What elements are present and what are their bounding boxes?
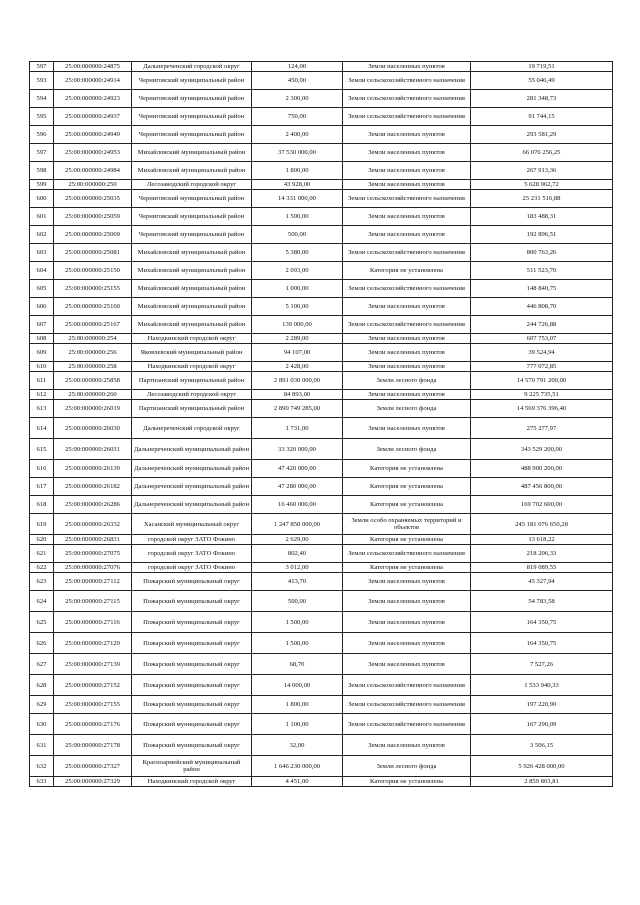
municipality-cell: Яковлевский муниципальный район: [132, 344, 252, 362]
table-row: [30, 280, 613, 298]
row-number-cell: 599: [30, 180, 54, 190]
area-cell: 47 420 000,00: [252, 460, 343, 478]
municipality-cell: Михайловский муниципальный район: [132, 144, 252, 162]
cadastral-number-cell: 25:00:000000:25160: [54, 298, 132, 316]
row-number-cell: 624: [30, 591, 54, 612]
row-number-cell: 626: [30, 633, 54, 654]
cadastral-value-cell: 244 726,88: [471, 316, 613, 334]
municipality-cell: Михайловский муниципальный район: [132, 244, 252, 262]
municipality-cell: Черниговский муниципальный район: [132, 226, 252, 244]
row-number-cell: 595: [30, 108, 54, 126]
area-cell: 37 530 000,00: [252, 144, 343, 162]
table-row: [30, 372, 613, 390]
row-number-cell: 611: [30, 372, 54, 390]
row-number-cell: 607: [30, 316, 54, 334]
row-number-cell: 614: [30, 418, 54, 439]
land-category-cell: Земли населенных пунктов: [343, 226, 471, 244]
row-number-cell: 628: [30, 675, 54, 696]
row-number-cell: 619: [30, 514, 54, 535]
table-row: [30, 675, 613, 696]
table-row: [30, 460, 613, 478]
area-cell: 1 500,00: [252, 612, 343, 633]
land-category-cell: Земли населенных пунктов: [343, 162, 471, 180]
area-cell: 750,00: [252, 108, 343, 126]
land-category-cell: Категория не установлена: [343, 535, 471, 545]
row-number-cell: 597: [30, 144, 54, 162]
cadastral-number-cell: 25:00:000000:27112: [54, 573, 132, 591]
cadastral-value-cell: 197 220,90: [471, 696, 613, 714]
municipality-cell: Пожарский муниципальный округ: [132, 591, 252, 612]
land-category-cell: Земли населенных пунктов: [343, 144, 471, 162]
cadastral-value-cell: 45 327,94: [471, 573, 613, 591]
area-cell: 4 451,00: [252, 777, 343, 787]
cadastral-value-cell: 487 456 800,00: [471, 478, 613, 496]
cadastral-value-cell: 183 488,31: [471, 208, 613, 226]
table-row: [30, 563, 613, 573]
cadastral-value-cell: 39 524,94: [471, 344, 613, 362]
table-row: [30, 400, 613, 418]
cadastral-value-cell: 218 206,33: [471, 545, 613, 563]
cadastral-value-cell: 607 753,07: [471, 334, 613, 344]
land-category-cell: Земли населенных пунктов: [343, 573, 471, 591]
cadastral-number-cell: 25:00:000000:25081: [54, 244, 132, 262]
area-cell: 1 800,00: [252, 162, 343, 180]
area-cell: 14 000,00: [252, 675, 343, 696]
table-row: [30, 226, 613, 244]
table-row: [30, 633, 613, 654]
table-row: [30, 344, 613, 362]
cadastral-value-cell: 14 569 376 396,40: [471, 400, 613, 418]
land-category-cell: Земли сельскохозяйственного назначения: [343, 244, 471, 262]
cadastral-value-cell: 5 926 428 000,00: [471, 756, 613, 777]
land-category-cell: Земли особо охраняемых территорий и объектов: [343, 514, 471, 535]
land-category-cell: Земли лесного фонда: [343, 439, 471, 460]
municipality-cell: Черниговский муниципальный район: [132, 72, 252, 90]
row-number-cell: 625: [30, 612, 54, 633]
cadastral-number-cell: 25:00:000000:250: [54, 180, 132, 190]
cadastral-number-cell: 25:00:000000:27327: [54, 756, 132, 777]
land-category-cell: Земли населенных пунктов: [343, 62, 471, 72]
cadastral-value-cell: 55 046,49: [471, 72, 613, 90]
area-cell: 16 460 000,00: [252, 496, 343, 514]
area-cell: 43 928,00: [252, 180, 343, 190]
cadastral-number-cell: 25:00:000000:24953: [54, 144, 132, 162]
municipality-cell: Михайловский муниципальный район: [132, 262, 252, 280]
area-cell: 2 428,00: [252, 362, 343, 372]
cadastral-value-cell: 819 089,55: [471, 563, 613, 573]
area-cell: 1 646 230 000,00: [252, 756, 343, 777]
row-number-cell: 612: [30, 390, 54, 400]
cadastral-value-cell: 245 181 076 650,28: [471, 514, 613, 535]
land-category-cell: Земли сельскохозяйственного назначения: [343, 545, 471, 563]
land-category-cell: Категория не установлена: [343, 262, 471, 280]
table-row: [30, 62, 613, 72]
land-category-cell: Земли лесного фонда: [343, 756, 471, 777]
cadastral-value-cell: 167 290,09: [471, 714, 613, 735]
cadastral-number-cell: 25:00:000000:26030: [54, 418, 132, 439]
cadastral-value-cell: 13 618,22: [471, 535, 613, 545]
land-category-cell: Земли населенных пунктов: [343, 298, 471, 316]
table-row: [30, 72, 613, 90]
area-cell: 1 000,00: [252, 280, 343, 298]
cadastral-number-cell: 25:00:000000:254: [54, 334, 132, 344]
table-row: [30, 514, 613, 535]
cadastral-value-cell: 511 523,70: [471, 262, 613, 280]
cadastral-number-cell: 25:00:000000:25069: [54, 226, 132, 244]
land-category-cell: Земли населенных пунктов: [343, 126, 471, 144]
area-cell: 1 800,00: [252, 696, 343, 714]
cadastral-number-cell: 25:00:000000:26019: [54, 400, 132, 418]
table-row: [30, 298, 613, 316]
municipality-cell: Партизанский муниципальный район: [132, 372, 252, 390]
cadastral-value-cell: 164 350,75: [471, 612, 613, 633]
municipality-cell: городской округ ЗАТО Фокино: [132, 563, 252, 573]
land-category-cell: Категория не установлена: [343, 563, 471, 573]
table-row: [30, 244, 613, 262]
cadastral-value-cell: 19 719,51: [471, 62, 613, 72]
row-number-cell: 618: [30, 496, 54, 514]
municipality-cell: городской округ ЗАТО Фокино: [132, 535, 252, 545]
area-cell: 1 500,00: [252, 208, 343, 226]
table-row: [30, 334, 613, 344]
cadastral-number-cell: 25:00:000000:24914: [54, 72, 132, 90]
cadastral-value-cell: 7 527,26: [471, 654, 613, 675]
table-body: [30, 62, 613, 787]
land-category-cell: Земли сельскохозяйственного назначения: [343, 72, 471, 90]
municipality-cell: Партизанский муниципальный район: [132, 400, 252, 418]
row-number-cell: 609: [30, 344, 54, 362]
municipality-cell: Пожарский муниципальный округ: [132, 633, 252, 654]
land-category-cell: Земли населенных пунктов: [343, 390, 471, 400]
cadastral-number-cell: 25:00:000000:27116: [54, 612, 132, 633]
cadastral-value-cell: 192 896,51: [471, 226, 613, 244]
row-number-cell: 604: [30, 262, 54, 280]
table-row: [30, 535, 613, 545]
land-category-cell: Земли лесного фонда: [343, 372, 471, 390]
municipality-cell: Черниговский муниципальный район: [132, 190, 252, 208]
area-cell: 2 300,00: [252, 90, 343, 108]
cadastral-value-cell: 281 348,73: [471, 90, 613, 108]
cadastral-number-cell: 25:00:000000:25155: [54, 280, 132, 298]
area-cell: 139 000,00: [252, 316, 343, 334]
table-row: [30, 390, 613, 400]
cadastral-value-cell: 14 570 791 200,00: [471, 372, 613, 390]
cadastral-number-cell: 25:00:000000:25035: [54, 190, 132, 208]
land-category-cell: Земли населенных пунктов: [343, 180, 471, 190]
land-category-cell: Категория не установлена: [343, 460, 471, 478]
land-category-cell: Земли населенных пунктов: [343, 362, 471, 372]
area-cell: 14 331 000,00: [252, 190, 343, 208]
land-category-cell: Земли населенных пунктов: [343, 654, 471, 675]
table-row: [30, 180, 613, 190]
table-row: [30, 714, 613, 735]
area-cell: 2 289,00: [252, 334, 343, 344]
land-category-cell: Земли населенных пунктов: [343, 344, 471, 362]
row-number-cell: 602: [30, 226, 54, 244]
municipality-cell: Пожарский муниципальный округ: [132, 654, 252, 675]
land-category-cell: Земли населенных пунктов: [343, 591, 471, 612]
row-number-cell: 606: [30, 298, 54, 316]
row-number-cell: 600: [30, 190, 54, 208]
land-category-cell: Категория не установлена: [343, 478, 471, 496]
row-number-cell: 610: [30, 362, 54, 372]
municipality-cell: Михайловский муниципальный район: [132, 298, 252, 316]
table-row: [30, 654, 613, 675]
cadastral-number-cell: 25:00:000000:260: [54, 390, 132, 400]
cadastral-value-cell: 91 744,15: [471, 108, 613, 126]
cadastral-value-cell: 293 581,29: [471, 126, 613, 144]
row-number-cell: 613: [30, 400, 54, 418]
cadastral-number-cell: 25:00:000000:27152: [54, 675, 132, 696]
land-category-cell: Земли сельскохозяйственного назначения: [343, 190, 471, 208]
municipality-cell: городской округ ЗАТО Фокино: [132, 545, 252, 563]
table-row: [30, 208, 613, 226]
municipality-cell: Дальнереченский муниципальный район: [132, 478, 252, 496]
municipality-cell: Пожарский муниципальный округ: [132, 714, 252, 735]
land-category-cell: Земли населенных пунктов: [343, 735, 471, 756]
table-row: [30, 696, 613, 714]
area-cell: 47 280 000,00: [252, 478, 343, 496]
area-cell: 413,70: [252, 573, 343, 591]
cadastral-number-cell: 25:00:000000:26139: [54, 460, 132, 478]
cadastral-value-cell: 1 533 940,33: [471, 675, 613, 696]
table-row: [30, 108, 613, 126]
row-number-cell: 597: [30, 62, 54, 72]
municipality-cell: Находкинский городской округ: [132, 362, 252, 372]
municipality-cell: Находкинский городской округ: [132, 334, 252, 344]
cadastral-number-cell: 25:00:000000:26031: [54, 439, 132, 460]
land-category-cell: Категория не установлена: [343, 777, 471, 787]
table-row: [30, 573, 613, 591]
table-row: [30, 496, 613, 514]
cadastral-number-cell: 25:00:000000:27155: [54, 696, 132, 714]
municipality-cell: Хасанский муниципальный округ: [132, 514, 252, 535]
table-row: [30, 612, 613, 633]
row-number-cell: 605: [30, 280, 54, 298]
table-row: [30, 262, 613, 280]
municipality-cell: Черниговский муниципальный район: [132, 90, 252, 108]
cadastral-value-cell: 169 702 600,00: [471, 496, 613, 514]
row-number-cell: 603: [30, 244, 54, 262]
area-cell: 2 890 749 285,00: [252, 400, 343, 418]
municipality-cell: Находкинский городской округ: [132, 777, 252, 787]
municipality-cell: Черниговский муниципальный район: [132, 126, 252, 144]
municipality-cell: Пожарский муниципальный округ: [132, 735, 252, 756]
area-cell: 5 380,00: [252, 244, 343, 262]
cadastral-number-cell: 25:00:000000:27176: [54, 714, 132, 735]
land-category-cell: Земли населенных пунктов: [343, 418, 471, 439]
area-cell: 500,00: [252, 226, 343, 244]
municipality-cell: Лесозаводский городской округ: [132, 390, 252, 400]
cadastral-number-cell: 25:00:000000:25150: [54, 262, 132, 280]
cadastral-number-cell: 25:00:000000:26831: [54, 535, 132, 545]
area-cell: 5 100,00: [252, 298, 343, 316]
cadastral-value-cell: 446 808,70: [471, 298, 613, 316]
row-number-cell: 633: [30, 777, 54, 787]
cadastral-number-cell: 25:00:000000:26182: [54, 478, 132, 496]
municipality-cell: Михайловский муниципальный район: [132, 280, 252, 298]
area-cell: 94 107,00: [252, 344, 343, 362]
table-row: [30, 777, 613, 787]
row-number-cell: 621: [30, 545, 54, 563]
cadastral-number-cell: 25:00:000000:27178: [54, 735, 132, 756]
cadastral-number-cell: 25:00:000000:27075: [54, 545, 132, 563]
row-number-cell: 593: [30, 72, 54, 90]
cadastral-value-cell: 777 072,85: [471, 362, 613, 372]
land-category-cell: Земли сельскохозяйственного назначения: [343, 90, 471, 108]
cadastral-value-cell: 5 628 962,72: [471, 180, 613, 190]
cadastral-value-cell: 164 350,75: [471, 633, 613, 654]
table-row: [30, 190, 613, 208]
land-category-cell: Земли населенных пунктов: [343, 334, 471, 344]
municipality-cell: Черниговский муниципальный район: [132, 108, 252, 126]
table-row: [30, 478, 613, 496]
cadastral-value-cell: 148 840,75: [471, 280, 613, 298]
cadastral-number-cell: 25:00:000000:256: [54, 344, 132, 362]
land-category-cell: Земли сельскохозяйственного назначения: [343, 714, 471, 735]
row-number-cell: 616: [30, 460, 54, 478]
area-cell: 2 400,00: [252, 126, 343, 144]
municipality-cell: Пожарский муниципальный округ: [132, 573, 252, 591]
row-number-cell: 598: [30, 162, 54, 180]
area-cell: 1 500,00: [252, 633, 343, 654]
row-number-cell: 615: [30, 439, 54, 460]
cadastral-value-cell: 488 900 200,00: [471, 460, 613, 478]
area-cell: 2 093,00: [252, 262, 343, 280]
area-cell: 802,40: [252, 545, 343, 563]
table-row: [30, 591, 613, 612]
cadastral-value-cell: 275 277,97: [471, 418, 613, 439]
municipality-cell: Дальнереченский городской округ: [132, 62, 252, 72]
table-row: [30, 362, 613, 372]
row-number-cell: 630: [30, 714, 54, 735]
cadastral-value-cell: 66 076 256,25: [471, 144, 613, 162]
municipality-cell: Пожарский муниципальный округ: [132, 612, 252, 633]
row-number-cell: 608: [30, 334, 54, 344]
row-number-cell: 627: [30, 654, 54, 675]
municipality-cell: Дальнереченский муниципальный район: [132, 496, 252, 514]
table-row: [30, 162, 613, 180]
cadastral-value-cell: 25 231 516,88: [471, 190, 613, 208]
cadastral-number-cell: 25:00:000000:24875: [54, 62, 132, 72]
area-cell: 500,00: [252, 591, 343, 612]
area-cell: 1 731,00: [252, 418, 343, 439]
table-row: [30, 316, 613, 334]
cadastral-number-cell: 25:00:000000:27076: [54, 563, 132, 573]
land-category-cell: Земли сельскохозяйственного назначения: [343, 316, 471, 334]
table-row: [30, 144, 613, 162]
cadastral-value-cell: 2 859 803,81: [471, 777, 613, 787]
area-cell: 84 893,00: [252, 390, 343, 400]
municipality-cell: Дальнереченский муниципальный район: [132, 439, 252, 460]
area-cell: 68,70: [252, 654, 343, 675]
municipality-cell: Михайловский муниципальный район: [132, 162, 252, 180]
row-number-cell: 601: [30, 208, 54, 226]
cadastral-value-cell: 9 225 735,51: [471, 390, 613, 400]
municipality-cell: Черниговский муниципальный район: [132, 208, 252, 226]
cadastral-number-cell: 25:00:000000:24984: [54, 162, 132, 180]
row-number-cell: 629: [30, 696, 54, 714]
row-number-cell: 622: [30, 563, 54, 573]
cadastral-number-cell: 25:00:000000:27129: [54, 633, 132, 654]
row-number-cell: 594: [30, 90, 54, 108]
cadastral-value-cell: 800 763,26: [471, 244, 613, 262]
land-category-cell: Земли сельскохозяйственного назначения: [343, 696, 471, 714]
area-cell: 450,00: [252, 72, 343, 90]
area-cell: 1 100,00: [252, 714, 343, 735]
area-cell: 3 012,00: [252, 563, 343, 573]
area-cell: 33 320 000,00: [252, 439, 343, 460]
row-number-cell: 623: [30, 573, 54, 591]
row-number-cell: 596: [30, 126, 54, 144]
land-category-cell: Земли населенных пунктов: [343, 208, 471, 226]
cadastral-number-cell: 25:00:000000:26286: [54, 496, 132, 514]
cadastral-number-cell: 25:00:000000:27139: [54, 654, 132, 675]
row-number-cell: 632: [30, 756, 54, 777]
cadastral-number-cell: 25:00:000000:27115: [54, 591, 132, 612]
row-number-cell: 631: [30, 735, 54, 756]
area-cell: 124,00: [252, 62, 343, 72]
land-plots-table: [29, 61, 613, 787]
land-category-cell: Земли сельскохозяйственного назначения: [343, 675, 471, 696]
cadastral-number-cell: 25:00:000000:24949: [54, 126, 132, 144]
table-row: [30, 126, 613, 144]
land-category-cell: Земли населенных пунктов: [343, 633, 471, 654]
municipality-cell: Михайловский муниципальный район: [132, 316, 252, 334]
land-category-cell: Земли лесного фонда: [343, 400, 471, 418]
cadastral-number-cell: 25:00:000000:24923: [54, 90, 132, 108]
cadastral-number-cell: 25:00:000000:25858: [54, 372, 132, 390]
cadastral-number-cell: 25:00:000000:26332: [54, 514, 132, 535]
area-cell: 1 247 850 000,00: [252, 514, 343, 535]
municipality-cell: Пожарский муниципальный округ: [132, 675, 252, 696]
cadastral-value-cell: 54 783,58: [471, 591, 613, 612]
row-number-cell: 620: [30, 535, 54, 545]
area-cell: 2 629,00: [252, 535, 343, 545]
table-row: [30, 756, 613, 777]
cadastral-number-cell: 25:00:000000:24937: [54, 108, 132, 126]
land-category-cell: Земли сельскохозяйственного назначения: [343, 108, 471, 126]
table-row: [30, 545, 613, 563]
land-category-cell: Земли населенных пунктов: [343, 612, 471, 633]
municipality-cell: Лесозаводский городской округ: [132, 180, 252, 190]
cadastral-number-cell: 25:00:000000:258: [54, 362, 132, 372]
row-number-cell: 617: [30, 478, 54, 496]
table-row: [30, 90, 613, 108]
area-cell: 2 891 030 000,00: [252, 372, 343, 390]
cadastral-number-cell: 25:00:000000:25059: [54, 208, 132, 226]
cadastral-value-cell: 267 913,36: [471, 162, 613, 180]
area-cell: 32,00: [252, 735, 343, 756]
table-row: [30, 439, 613, 460]
municipality-cell: Красноармейский муниципальный район: [132, 756, 252, 777]
municipality-cell: Пожарский муниципальный округ: [132, 696, 252, 714]
table-row: [30, 735, 613, 756]
cadastral-number-cell: 25:00:000000:25167: [54, 316, 132, 334]
cadastral-number-cell: 25:00:000000:27329: [54, 777, 132, 787]
table-row: [30, 418, 613, 439]
municipality-cell: Дальнереченский городской округ: [132, 418, 252, 439]
municipality-cell: Дальнереченский муниципальный район: [132, 460, 252, 478]
cadastral-value-cell: 3 506,15: [471, 735, 613, 756]
cadastral-value-cell: 343 529 200,00: [471, 439, 613, 460]
land-category-cell: Земли сельскохозяйственного назначения: [343, 280, 471, 298]
land-category-cell: Категория не установлена: [343, 496, 471, 514]
